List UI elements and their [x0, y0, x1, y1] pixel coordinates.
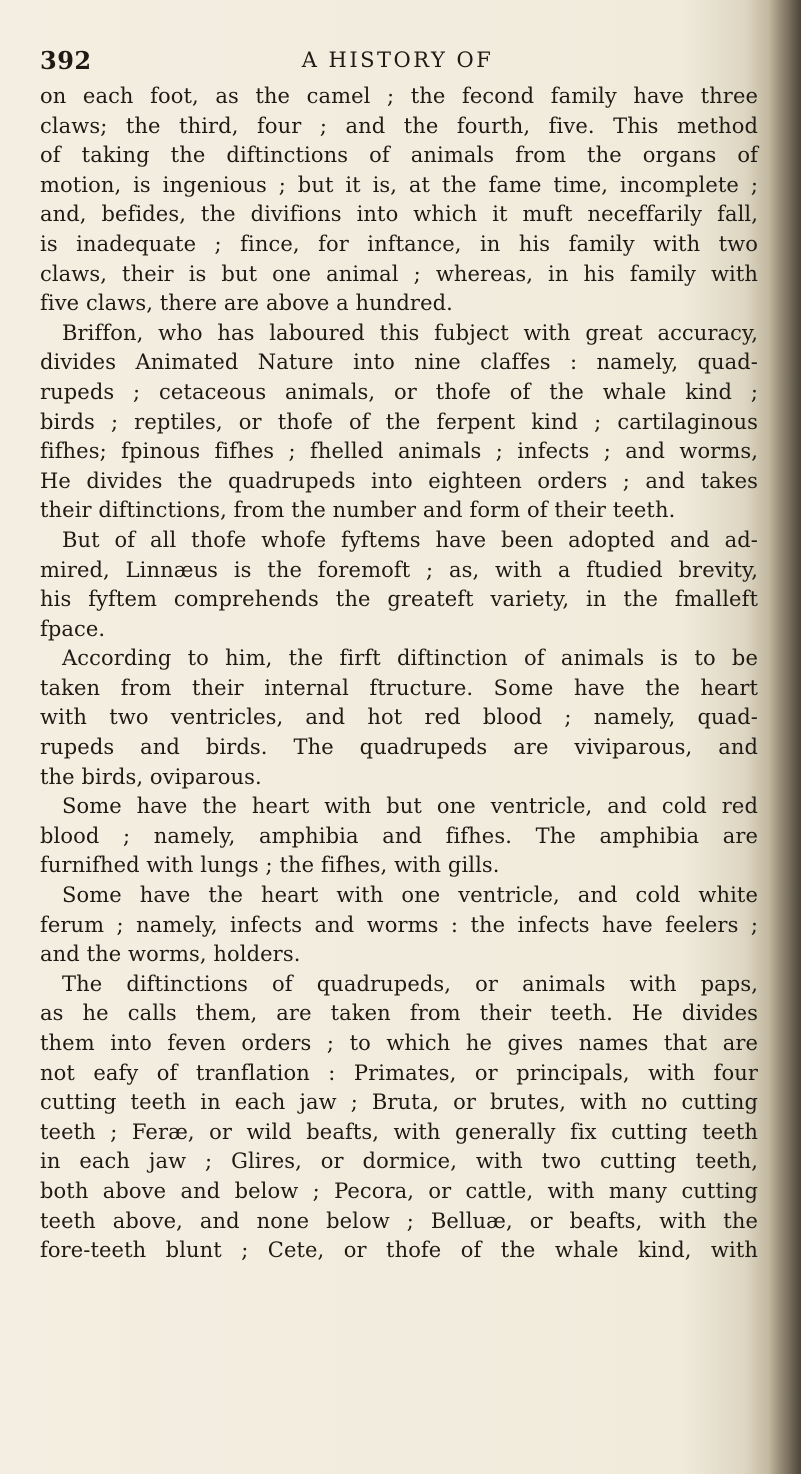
text-line: fifhes; fpinous fifhes ; fhelled animals ; infects ; and worms, [40, 439, 758, 464]
page-number: 392 [40, 46, 92, 75]
text-line: teeth ; Feræ, or wild beafts, with generally fix cutting teeth [40, 1119, 758, 1144]
text-line: fore-teeth blunt ; Cete, or thofe of the whale kind, with [40, 1238, 758, 1263]
text-line: the birds, oviparous. [40, 764, 262, 789]
text-line: his fyftem comprehends the greateft variety, in the fmalleft [40, 587, 758, 612]
text-line: mired, Linnæus is the foremoft ; as, with a ftudied brevity, [40, 557, 758, 582]
text-line: as he calls them, are taken from their teeth. He divides [40, 1001, 758, 1026]
text-line: birds ; reptiles, or thofe of the ferpent kind ; cartilaginous [40, 409, 758, 434]
text-line: ferum ; namely, infects and worms : the infects have feelers ; [40, 912, 758, 937]
text-line: with two ventricles, and hot red blood ; namely, quad- [40, 705, 758, 730]
text-line: of taking the diftinctions of animals from the organs of [40, 143, 758, 168]
text-line: furnifhed with lungs ; the fifhes, with gills. [40, 853, 500, 878]
text-line: them into feven orders ; to which he gives names that are [40, 1031, 758, 1055]
text-line: Briffon, who has laboured this fubject with great accuracy, [62, 320, 758, 345]
text-line: Some have the heart with but one ventricle, and cold red [62, 794, 758, 819]
text-line: five claws, there are above a hundred. [40, 291, 453, 316]
text-line: and, befides, the divifions into which it muft neceffarily fall, [40, 202, 758, 227]
text-line: claws; the third, four ; and the fourth, five. This method [40, 113, 758, 138]
text-line: not eafy of tranflation : Primates, or principals, with four [40, 1060, 758, 1085]
body-text [40, 82, 758, 1266]
text-line: The diftinctions of quadrupeds, or animals with paps, [62, 971, 758, 996]
text-line: According to him, the firft diftinction of animals is to be [62, 646, 758, 671]
text-line: taken from their internal ftructure. Some have the heart [40, 675, 758, 700]
text-line: in each jaw ; Glires, or dormice, with two cutting teeth, [40, 1149, 758, 1174]
running-head: A HISTORY OF [301, 48, 494, 72]
text-line: is inadequate ; fince, for inftance, in his family with two [40, 231, 758, 256]
spine-shadow [769, 0, 801, 1474]
text-line: their diftinctions, from the number and form of their teeth. [40, 498, 676, 523]
text-line: Some have the heart with one ventricle, and cold white [62, 883, 758, 908]
text-line: motion, is ingenious ; but it is, at the fame time, incomplete ; [40, 172, 758, 197]
page-header [40, 42, 755, 82]
text-line: rupeds and birds. The quadrupeds are viviparous, and [40, 735, 758, 760]
text-line: blood ; namely, amphibia and fifhes. The amphibia are [40, 823, 758, 848]
text-line: teeth above, and none below ; Belluæ, or beafts, with the [40, 1208, 758, 1233]
text-line: divides Animated Nature into nine claffes : namely, quad- [40, 350, 758, 375]
text-line: rupeds ; cetaceous animals, or thofe of the whale kind ; [40, 379, 758, 404]
text-line: and the worms, holders. [40, 942, 301, 967]
text-line: both above and below ; Pecora, or cattle, with many cutting [40, 1178, 758, 1203]
text-line: fpace. [40, 616, 106, 641]
text-line: claws, their is but one animal ; whereas, in his family with [40, 261, 758, 286]
text-line: on each foot, as the camel ; the fecond family have three [40, 84, 758, 108]
text-line: cutting teeth in each jaw ; Bruta, or brutes, with no cutting [40, 1090, 758, 1115]
text-line: But of all thofe whofe fyftems have been adopted and ad- [62, 527, 758, 552]
text-line: He divides the quadrupeds into eighteen orders ; and takes [40, 468, 758, 493]
